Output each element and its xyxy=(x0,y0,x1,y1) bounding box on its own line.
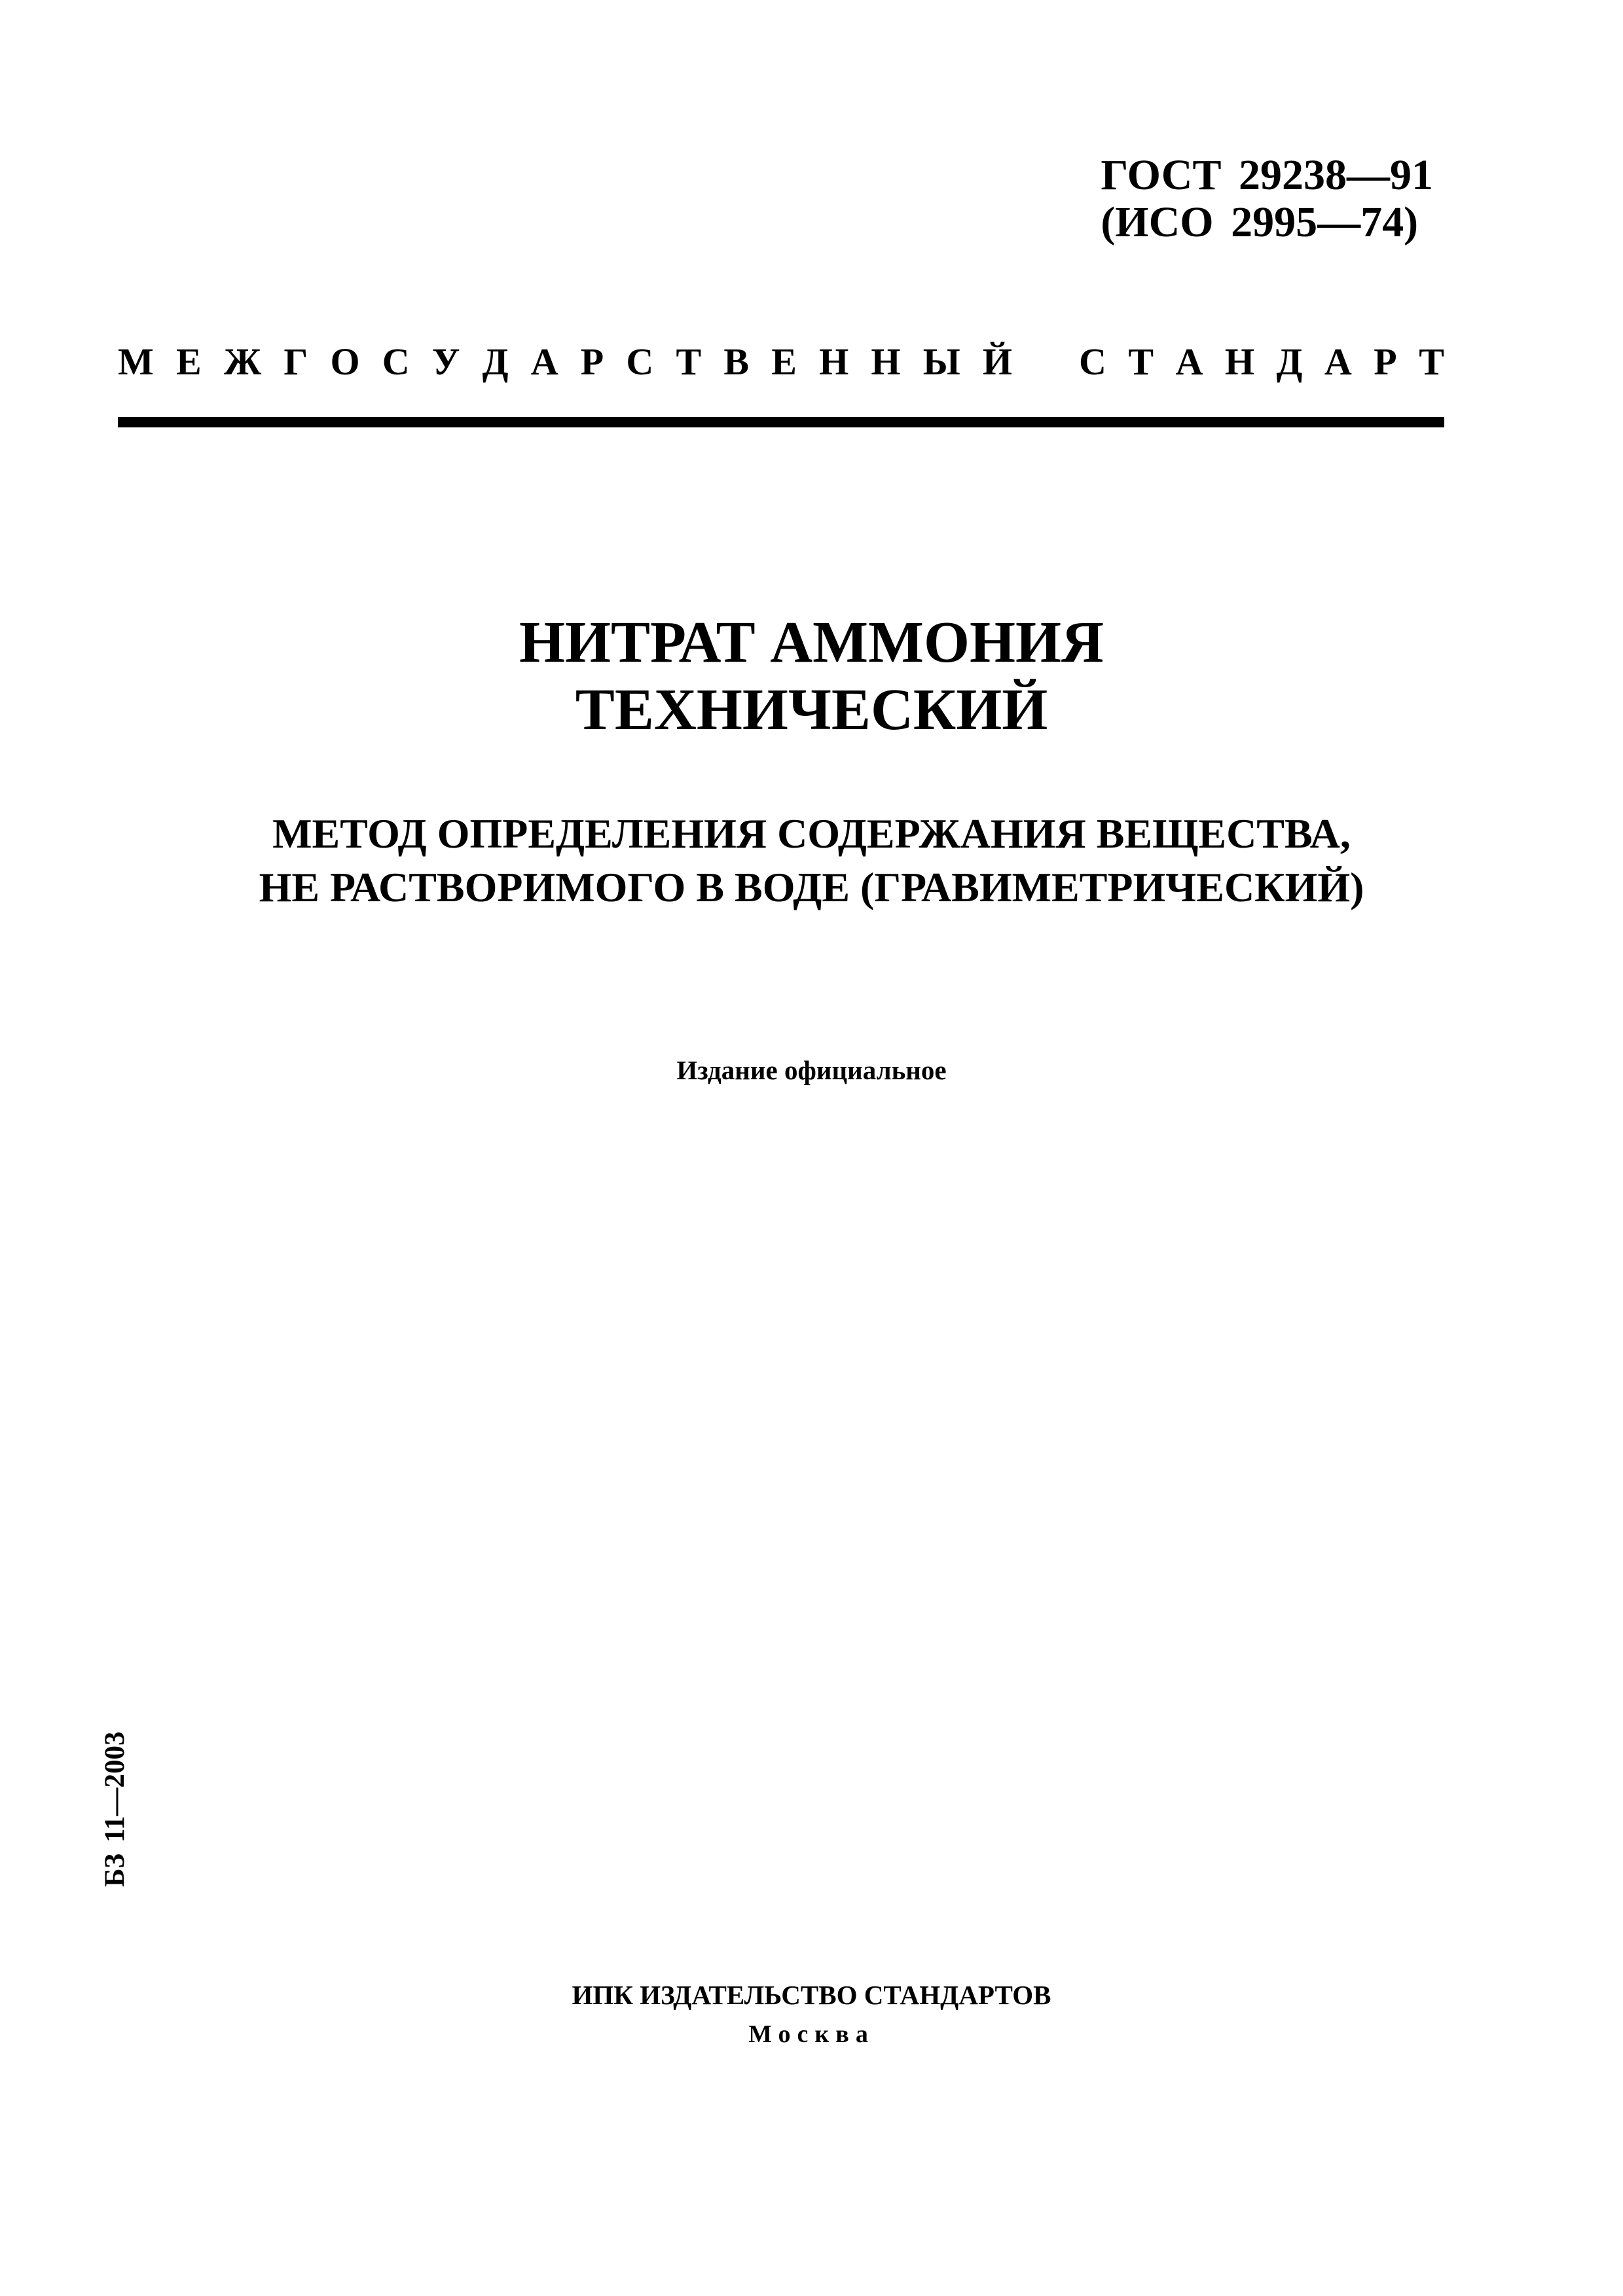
heading-letter: С xyxy=(1079,340,1106,383)
heading-letter: Н xyxy=(1224,340,1255,383)
edition-note: Издание официальное xyxy=(676,1055,947,1085)
heading-letter: Н xyxy=(819,340,849,383)
title-line-2: ТЕХНИЧЕСКИЙ xyxy=(575,677,1048,742)
heading-letter: Р xyxy=(1374,340,1397,383)
heading-letter: Д xyxy=(482,340,509,383)
heading-letter: У xyxy=(431,340,460,383)
iso-equivalent: (ИСО 2995—74) xyxy=(1101,198,1419,246)
category-word-standard xyxy=(1079,339,1444,385)
heading-letter: С xyxy=(382,340,410,383)
heading-letter: Т xyxy=(1128,340,1154,383)
document-title xyxy=(0,609,1623,744)
publisher-name: ИПК ИЗДАТЕЛЬСТВО СТАНДАРТОВ xyxy=(572,1980,1051,2010)
heading-letter: С xyxy=(626,340,654,383)
heading-letter: Г xyxy=(283,340,308,383)
heading-letter: Ж xyxy=(223,340,262,383)
heading-letter: А xyxy=(1324,340,1352,383)
heading-letter: Н xyxy=(871,340,901,383)
heading-letter: Т xyxy=(676,340,702,383)
heading-letter: Е xyxy=(771,340,797,383)
heading-letter: А xyxy=(1175,340,1203,383)
side-code: БЗ 11—2003 xyxy=(100,1731,130,1887)
category-word-interstate xyxy=(118,339,1012,385)
heading-letter: Р xyxy=(580,340,604,383)
heading-letter: Й xyxy=(982,340,1012,383)
heading-letter: М xyxy=(118,340,154,383)
heading-letter: А xyxy=(530,340,558,383)
heading-letter: О xyxy=(330,340,360,383)
heading-letter: Д xyxy=(1276,340,1303,383)
document-subtitle xyxy=(0,807,1623,914)
heading-letter: Е xyxy=(175,340,202,383)
subtitle-line-2: НЕ РАСТВОРИМОГО В ВОДЕ (ГРАВИМЕТРИЧЕСКИЙ) xyxy=(259,864,1364,910)
standard-designation xyxy=(1101,152,1433,246)
heading-letter: В xyxy=(723,340,750,383)
publisher-city: Москва xyxy=(748,2020,875,2048)
title-line-1: НИТРАТ АММОНИЯ xyxy=(519,610,1104,675)
heading-letter: Ы xyxy=(922,340,960,383)
standard-category xyxy=(118,339,1444,385)
header-rule xyxy=(118,417,1444,427)
heading-letter: Т xyxy=(1419,340,1444,383)
subtitle-line-1: МЕТОД ОПРЕДЕЛЕНИЯ СОДЕРЖАНИЯ ВЕЩЕСТВА, xyxy=(272,810,1351,857)
standard-number: ГОСТ 29238—91 xyxy=(1101,151,1433,199)
